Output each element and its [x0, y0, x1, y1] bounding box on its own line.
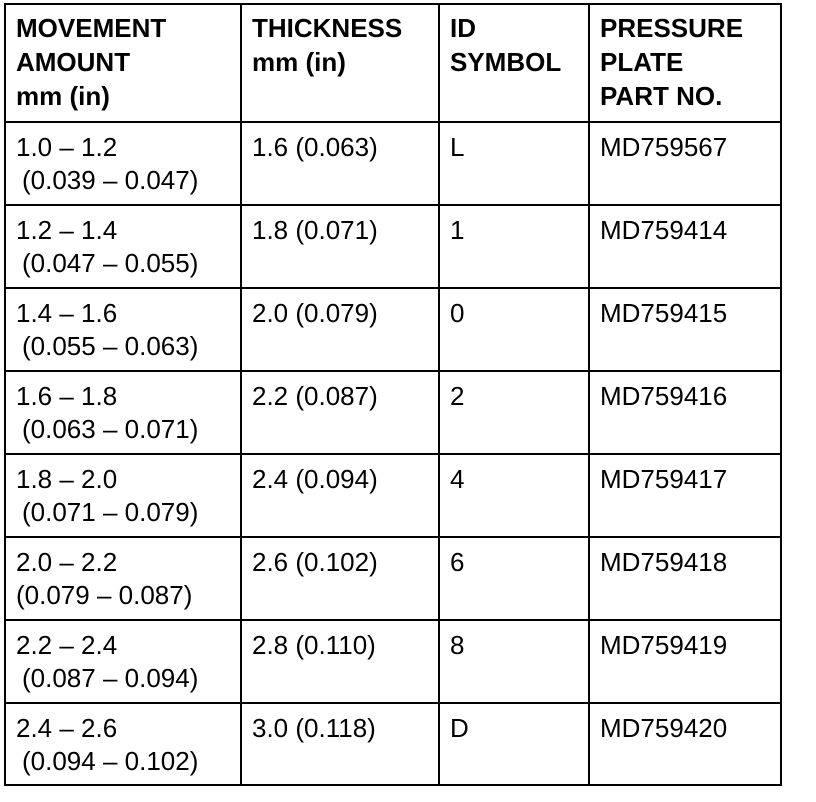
table-row: [5, 703, 781, 785]
table-header: [5, 4, 781, 122]
part-number-cell: MD759416: [589, 371, 781, 454]
header-text: THICKNESS: [252, 13, 403, 43]
movement-in: (0.094 – 0.102): [22, 746, 199, 776]
movement-in: (0.055 – 0.063): [22, 331, 199, 361]
thickness-cell: 1.8 (0.071): [241, 205, 439, 288]
table-row: [5, 371, 781, 454]
movement-in: (0.071 – 0.079): [22, 497, 199, 527]
table-row: [5, 537, 781, 620]
header-text: ID: [450, 13, 476, 43]
header-id-symbol: [439, 4, 589, 122]
id-symbol-cell: 2: [439, 371, 589, 454]
table-row: [5, 288, 781, 371]
thickness-cell: 2.4 (0.094): [241, 454, 439, 537]
header-part-number: [589, 4, 781, 122]
part-number-cell: MD759420: [589, 703, 781, 785]
table-body: [5, 122, 781, 785]
part-number-cell: MD759419: [589, 620, 781, 703]
movement-in: (0.047 – 0.055): [22, 248, 199, 278]
table-row: [5, 454, 781, 537]
thickness-cell: 1.6 (0.063): [241, 122, 439, 205]
header-text: mm (in): [16, 81, 110, 111]
thickness-cell: 2.0 (0.079): [241, 288, 439, 371]
movement-mm: 2.0 – 2.2: [16, 547, 118, 577]
thickness-cell: 2.8 (0.110): [241, 620, 439, 703]
movement-amount-cell: [5, 371, 241, 454]
header-text: PRESSURE: [600, 13, 744, 43]
pressure-plate-spec-table: [4, 3, 782, 786]
header-text: PLATE: [600, 47, 684, 77]
movement-in: (0.063 – 0.071): [22, 414, 199, 444]
movement-amount-cell: [5, 703, 241, 785]
header-row: [5, 4, 781, 122]
header-thickness: [241, 4, 439, 122]
header-text: MOVEMENT: [16, 13, 167, 43]
header-text: SYMBOL: [450, 47, 562, 77]
part-number-cell: MD759418: [589, 537, 781, 620]
part-number-cell: MD759414: [589, 205, 781, 288]
movement-amount-cell: [5, 122, 241, 205]
movement-amount-cell: [5, 537, 241, 620]
header-text: PART NO.: [600, 81, 723, 111]
movement-amount-cell: [5, 205, 241, 288]
table-row: [5, 205, 781, 288]
part-number-cell: MD759417: [589, 454, 781, 537]
part-number-cell: MD759567: [589, 122, 781, 205]
id-symbol-cell: 8: [439, 620, 589, 703]
movement-in: (0.079 – 0.087): [16, 580, 193, 610]
header-text: mm (in): [252, 47, 346, 77]
header-movement-amount: [5, 4, 241, 122]
movement-mm: 1.0 – 1.2: [16, 132, 118, 162]
table-row: [5, 620, 781, 703]
movement-amount-cell: [5, 454, 241, 537]
id-symbol-cell: L: [439, 122, 589, 205]
movement-in: (0.039 – 0.047): [22, 165, 199, 195]
movement-mm: 1.2 – 1.4: [16, 215, 118, 245]
table-row: [5, 122, 781, 205]
movement-mm: 1.4 – 1.6: [16, 298, 118, 328]
id-symbol-cell: 1: [439, 205, 589, 288]
id-symbol-cell: 6: [439, 537, 589, 620]
thickness-cell: 3.0 (0.118): [241, 703, 439, 785]
movement-amount-cell: [5, 288, 241, 371]
thickness-cell: 2.6 (0.102): [241, 537, 439, 620]
part-number-cell: MD759415: [589, 288, 781, 371]
id-symbol-cell: 4: [439, 454, 589, 537]
movement-amount-cell: [5, 620, 241, 703]
id-symbol-cell: 0: [439, 288, 589, 371]
movement-mm: 1.6 – 1.8: [16, 381, 118, 411]
movement-in: (0.087 – 0.094): [22, 663, 199, 693]
header-text: AMOUNT: [16, 47, 131, 77]
id-symbol-cell: D: [439, 703, 589, 785]
movement-mm: 2.2 – 2.4: [16, 630, 118, 660]
movement-mm: 1.8 – 2.0: [16, 464, 118, 494]
movement-mm: 2.4 – 2.6: [16, 713, 118, 743]
thickness-cell: 2.2 (0.087): [241, 371, 439, 454]
